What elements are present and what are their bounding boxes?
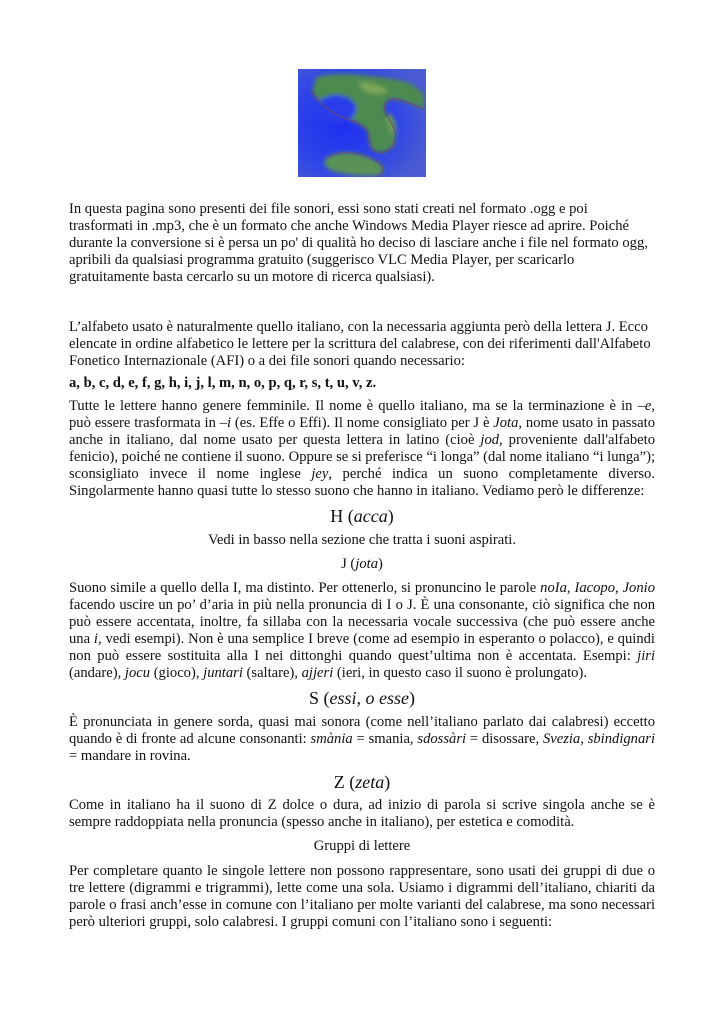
calabria-map-image — [298, 69, 426, 177]
alphabet-letters-list: a, b, c, d, e, f, g, h, i, j, l, m, n, o, p, q, r, s, t, u, v, z. — [69, 375, 377, 391]
heading-h-acca: H (acca) — [330, 506, 394, 526]
groups-heading: Gruppi di lettere — [313, 838, 411, 854]
groups-paragraph: Per completare quanto le singole lettere non possono rappresentare, sono usati dei gruppi di due o tre lettere (digrammi e trigrammi), lette come una sola. Usiamo i digrammi dell’italiano, chiariti da parole o frasi anch’esse in comune con l’italiano per molte varianti del calabrese, ma sono necessari però ulteriori gruppi, solo calabresi. I gruppi comuni con l’italiano sono i seguenti: — [69, 863, 655, 930]
alphabet-intro-paragraph: L’alfabeto usato è naturalmente quello italiano, con la necessaria aggiunta però della lettera J. Ecco elencate in ordine alfabetico le lettere per la scrittura del calabrese, con dei riferimenti dall'Alfabeto Fonetico Internazionale (AFI) o a dei file sonori quando necessario: — [69, 319, 651, 369]
heading-j-jota: J (jota) — [341, 556, 383, 572]
s-section-paragraph: È pronunciata in genere sorda, quasi mai sonora (come nell’italiano parlato dai calabresi) eccetto quando è di fronte ad alcune consonanti: smània = smania, sdossàri = disossare, Svezia, sbindignari = mandare in rovina. — [69, 714, 655, 764]
heading-z-zeta: Z (zeta) — [333, 772, 391, 792]
z-section-paragraph: Come in italiano ha il suono di Z dolce o dura, ad inizio di parola si scrive singola anche se è sempre raddoppiata nella pronuncia (spesso anche in italiano), per estetica e comodità. — [69, 797, 655, 830]
h-section-text: Vedi in basso nella sezione che tratta i suoni aspirati. — [207, 532, 516, 548]
heading-s-essi: S (essi, o esse) — [308, 688, 415, 708]
letters-description-paragraph: Tutte le lettere hanno genere femminile. Il nome è quello italiano, ma se la terminazione è in –e, può essere trasformata in –i (es. Effe o Effi). Il nome consigliato per J è Jota, nome usato in passato anche in italiano, dal nome usato per questa lettera in latino (cioè jod, proveniente dall'alfabeto fenicio), poiché ne contiene il suono. Oppure se si preferisce “i longa” (dal nome italiano “i lunga”); sconsigliato invece il nome inglese jey, perché indica un suono completamente diverso. Singolarmente hanno quasi tutte lo stesso suono che hanno in italiano. Vediamo però le differenze: — [69, 398, 655, 499]
j-section-paragraph: Suono simile a quello della I, ma distinto. Per ottenerlo, si pronuncino le parole noIa, Iacopo, Jonio facendo uscire un po’ d’aria in più nella pronuncia di I o J. È una consonante, ciò significa che non può essere accentata, inoltre, fa sillaba con la necessaria vocale successiva (che può essere anche una i, vedi esempi). Non è una semplice I breve (come ad esempio in esperanto o polacco), e quindi non può essere sostituita alla I nei dittonghi quando quest’ultima non è accentata. Esempi: jiri (andare), jocu (gioco), juntari (saltare), ajjeri (ieri, in questo caso il suono è prolungato). — [69, 580, 655, 681]
intro-paragraph: In questa pagina sono presenti dei file sonori, essi sono stati creati nel formato .ogg e poi trasformati in .mp3, che è un formato che anche Windows Media Player riesce ad aprire. Poiché durante la conversione si è persa un po' di qualità ho deciso di lasciare anche i file nel formato ogg, apribili da qualsiasi programma gratuito (suggerisco VLC Media Player, per scaricarlo gratuitamente basta cercarlo su un motore di ricerca qualsiasi). — [69, 201, 648, 285]
